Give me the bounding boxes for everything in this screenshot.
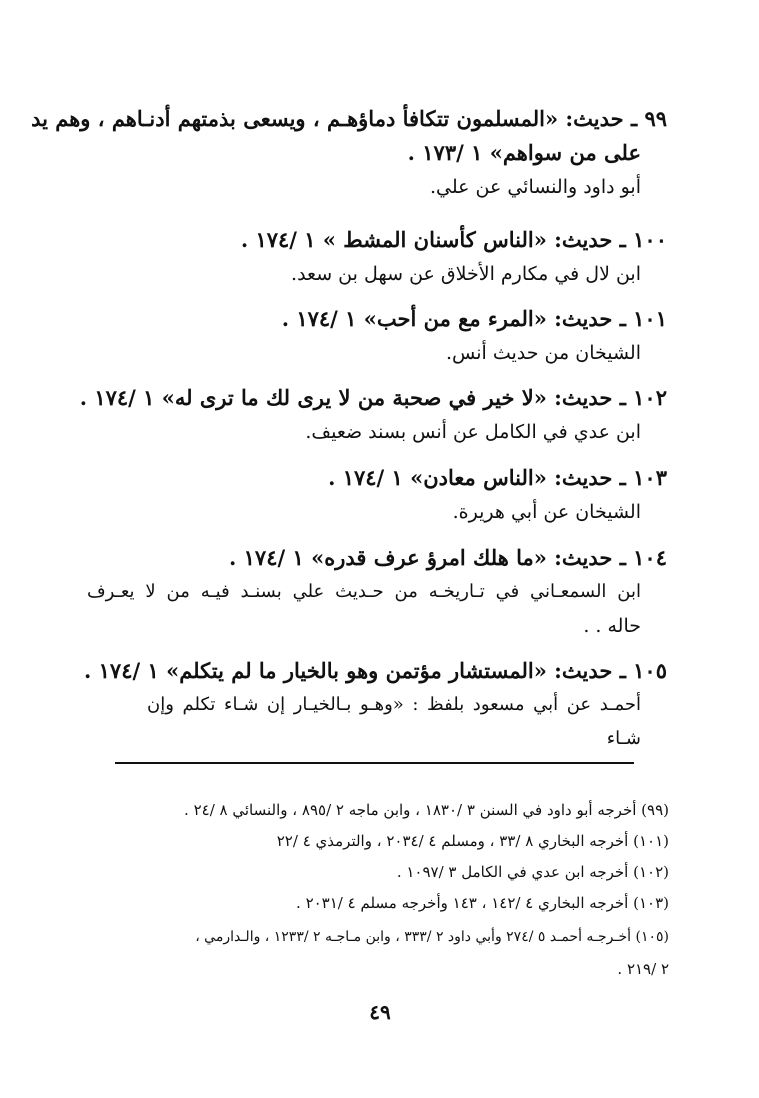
hadith-source: أبو داود والنسائي عن علي. — [429, 176, 641, 198]
hadith-source: ابن لال في مكارم الأخلاق عن سهل بن سعد. — [291, 263, 641, 285]
hadith-entry-99 — [31, 102, 667, 204]
footnote-separator — [115, 762, 634, 764]
hadith-source: أحمـد عن أبي مسعود بلفظ : «وهـو بـالخيـار إن شـاء تكلم وإن شـاء — [147, 694, 641, 749]
hadith-heading: ٩٩ ـ حديث: «المسلمون تتكافأ دماؤهـم ، ويسعى بذمتهم أدنـاهم ، وهم يد — [31, 106, 667, 131]
hadith-heading: ١٠٤ ـ حديث: «ما هلك امرؤ عرف قدره» ١ /١٧٤ . — [229, 545, 667, 570]
hadith-entry-102 — [79, 381, 667, 449]
hadith-heading: ١٠٠ ـ حديث: «الناس كأسنان المشط » ١ /١٧٤ . — [240, 227, 667, 252]
hadith-entry-104 — [87, 541, 667, 643]
hadith-source-cont: حاله . . — [583, 615, 641, 637]
page-number: ٤٩ — [369, 1000, 391, 1024]
hadith-heading-cont: على من سواهم» ١ /١٧٣ . — [407, 140, 641, 165]
footnote-101: (١٠١) أخرجه البخاري ٨ /٣٣ ، ومسلم ٤ /٢٠٣٤ ، والترمذي ٤ /٢٢ — [276, 832, 669, 850]
hadith-entry-105 — [84, 654, 667, 756]
hadith-source: الشيخان من حديث أنس. — [445, 342, 641, 364]
hadith-heading: ١٠٢ ـ حديث: «لا خير في صحبة من لا يرى لك ما ترى له» ١ /١٧٤ . — [79, 385, 667, 410]
hadith-heading: ١٠١ ـ حديث: «المرء مع من أحب» ١ /١٧٤ . — [281, 306, 667, 331]
footnote-105: (١٠٥) أخـرجـه أحمـد ٥ /٢٧٤ وأبي داود ٢ /٣٣٣ ، وابن مـاجـه ٢ /١٢٣٣ ، والـدارمي ، — [195, 929, 669, 945]
footnote-99: (٩٩) أخرجه أبو داود في السنن ٣ /١٨٣٠ ، وابن ماجه ٢ /٨٩٥ ، والنسائي ٨ /٢٤ . — [184, 801, 669, 819]
hadith-entry-101 — [87, 302, 667, 370]
hadith-entry-103 — [87, 461, 667, 529]
hadith-entry-100 — [87, 223, 667, 291]
hadith-source: الشيخان عن أبي هريرة. — [452, 501, 641, 523]
hadith-heading: ١٠٣ ـ حديث: «الناس معادن» ١ /١٧٤ . — [328, 465, 667, 490]
hadith-heading: ١٠٥ ـ حديث: «المستشار مؤتمن وهو بالخيار ما لم يتكلم» ١ /١٧٤ . — [84, 658, 667, 683]
hadith-source: ابن عدي في الكامل عن أنس بسند ضعيف. — [305, 421, 641, 443]
hadith-source: ابن السمعـاني في تـاريخـه من حـديث علي بسنـد فيـه من لا يعـرف — [87, 581, 641, 602]
footnote-103: (١٠٣) أخرجه البخاري ٤ /١٤٢ ، ١٤٣ وأخرجه مسلم ٤ /٢٠٣١ . — [296, 894, 669, 912]
footnote-105-cont: ٢ /٢١٩ . — [617, 960, 669, 978]
footnote-102: (١٠٢) أخرجه ابن عدي في الكامل ٣ /١٠٩٧ . — [396, 863, 669, 881]
